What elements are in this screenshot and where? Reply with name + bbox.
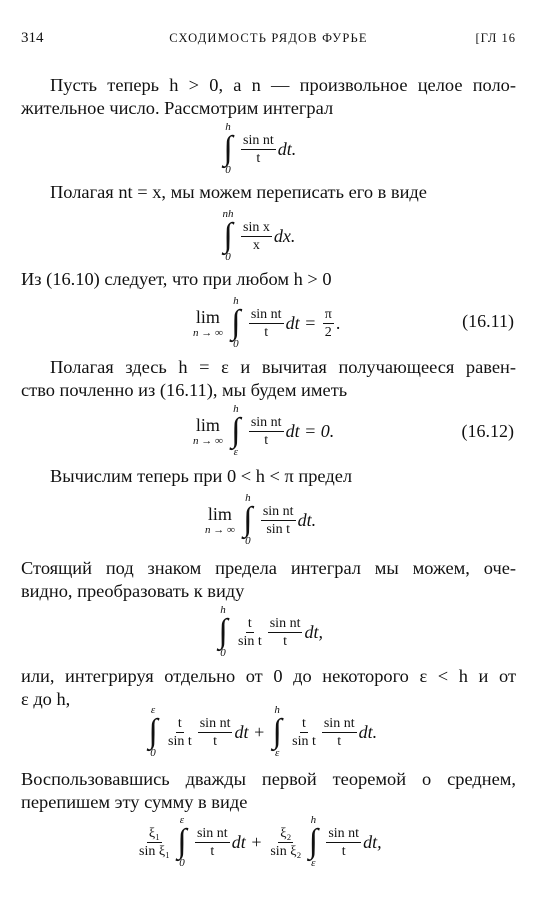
integral: h ∫ 0	[218, 604, 228, 659]
formula: $\frac{\text{ξ₁}}{\text{sin ξ₁}}$ ε ∫ 0 $\frac{\text{sin nt}}{t}$ dt + $\frac{\text{ξ₂}}{\text{sin ξ₂}}$ h ∫ ε $\frac{\text{sin nt}}{t}$ dt,	[139, 814, 382, 869]
fraction: $\frac{\text{sin nt}}{t}$	[269, 615, 301, 649]
running-title: СХОДИМОСТЬ РЯДОВ ФУРЬЕ	[169, 31, 368, 45]
fraction: $\frac{\text{sin nt}}{t}$	[250, 306, 282, 340]
fraction: $\frac{\text{sin nt}}{t}$	[328, 825, 360, 859]
paragraph-line: ε до h,	[21, 689, 71, 709]
chapter-label: [ГЛ 16	[475, 31, 516, 45]
fraction: $\frac{\text{sin nt}}{t}$	[196, 825, 228, 859]
page-number: 314	[21, 30, 44, 46]
fraction: $\frac{\text{sin nt}}{t}$	[243, 132, 274, 166]
paragraph: Вычислим теперь при 0 < h < π предел	[50, 466, 353, 486]
formula: nh ∫ 0 $\frac{\text{sin x}}{x}$ dx.	[0, 206, 541, 266]
paragraph: Стоящий под знаком предела интеграл мы можем, оче-	[21, 558, 516, 578]
page-header	[21, 30, 516, 52]
equation-number: (16.12)	[461, 421, 514, 441]
fraction: $\frac{\text{sin x}}{x}$	[243, 219, 270, 253]
paragraph-line: перепишем эту сумму в виде	[21, 792, 248, 812]
formula: lim n → ∞ h ∫ 0 $\frac{\text{sin nt}}{\text{sin t}}$ dt.	[205, 492, 317, 547]
paragraph: Из (16.10) следует, что при любом h > 0	[21, 269, 332, 289]
limit: lim n → ∞	[193, 307, 223, 339]
fraction: $\frac{t}{\text{sin t}}$	[292, 715, 316, 749]
limit: lim n → ∞	[193, 415, 223, 447]
fraction: $\frac{\text{ξ₂}}{\text{sin ξ₂}}$	[270, 825, 302, 859]
paragraph: Воспользовавшись дважды первой теоремой о среднем,	[21, 769, 516, 789]
paragraph-line: ство почленно из (16.11), мы будем иметь	[21, 380, 348, 400]
paragraph-line: жительное число. Рассмотрим интеграл	[21, 98, 334, 118]
paragraph: Полагая nt = x, мы можем переписать его в виде	[50, 182, 427, 202]
formula: h ∫ 0 $\frac{t}{\text{sin t}}$ $\frac{\text{sin nt}}{t}$ dt,	[0, 602, 541, 662]
limit: lim n → ∞	[205, 504, 235, 536]
paragraph: или, интегрируя отдельно от 0 до некоторого ε < h и от	[21, 666, 516, 686]
paragraph: Полагая здесь h = ε и вычитая получающееся равен-	[50, 357, 516, 377]
integral: nh ∫ 0	[222, 208, 234, 263]
fraction: $\frac{t}{\text{sin t}}$	[238, 615, 262, 649]
integral: ε ∫ 0	[177, 814, 187, 869]
formula: ε ∫ 0 $\frac{t}{\text{sin t}}$ $\frac{\text{sin nt}}{t}$ dt + h ∫ ε $\frac{t}{\text{sin t}}$ $\frac{\text{sin nt}}{t}$ dt.	[0, 702, 541, 762]
integral: ε ∫ 0	[148, 704, 158, 759]
fraction: $\frac{t}{\text{sin t}}$	[168, 715, 192, 749]
integral: h ∫ 0	[223, 121, 233, 176]
fraction: $\frac{\text{sin nt}}{t}$	[250, 414, 282, 448]
integral: h ∫ ε	[308, 814, 318, 869]
equation-number: (16.11)	[462, 311, 514, 331]
integral: h ∫ 0	[231, 295, 241, 350]
formula: lim n → ∞ h ∫ 0 $\frac{\text{sin nt}}{t}$ dt = $\frac{\pi}{2}$ . (16.11)	[193, 295, 514, 350]
formula: lim n → ∞ h ∫ ε $\frac{\text{sin nt}}{t}$ dt = 0. (16.12)	[193, 403, 514, 458]
fraction: $\frac{\text{sin nt}}{t}$	[323, 715, 355, 749]
integral: h ∫ 0	[243, 492, 253, 547]
paragraph-line: видно, преобразовать к виду	[21, 581, 245, 601]
formula: h ∫ 0 $\frac{\text{sin nt}}{t}$ dt.	[0, 119, 541, 179]
fraction: $\frac{\pi}{2}$	[324, 306, 332, 340]
integral: h ∫ ε	[272, 704, 282, 759]
fraction: $\frac{\text{ξ₁}}{\text{sin ξ₁}}$	[139, 825, 170, 859]
fraction: $\frac{\text{sin nt}}{\text{sin t}}$	[262, 503, 294, 537]
paragraph: Пусть теперь h > 0, а n — произвольное целое поло-	[50, 75, 516, 95]
integral: h ∫ ε	[231, 403, 241, 458]
fraction: $\frac{\text{sin nt}}{t}$	[199, 715, 231, 749]
